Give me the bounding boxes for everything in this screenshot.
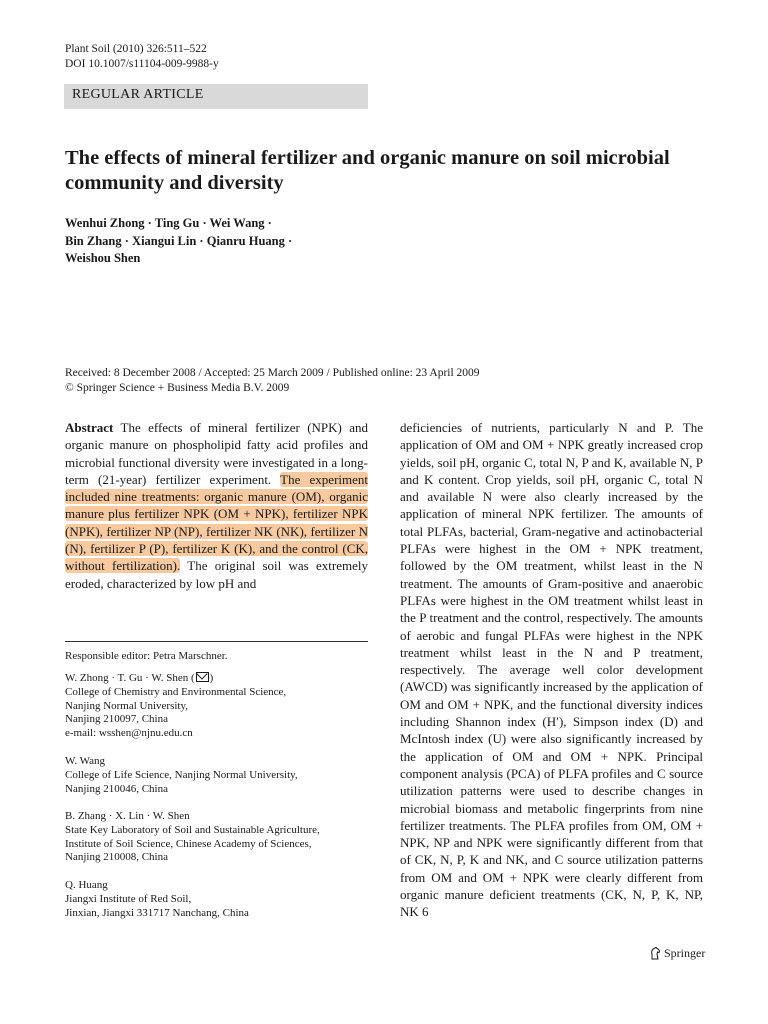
contact-email[interactable]: e-mail: wsshen@njnu.edu.cn [65, 727, 193, 740]
affiliation-line: State Key Laboratory of Soil and Sustainable Agriculture, [65, 823, 320, 836]
author-list [65, 215, 465, 268]
affiliation-block: W. Zhong · T. Gu · W. Shen ( ) College of Chemistry and Environmental Science, Nanjing Normal University, Nanjing 210097, China e-mail: wsshen@njnu.edu.cn [65, 672, 375, 741]
author-line: Bin Zhang · Xiangui Lin · Qianru Huang · [65, 233, 293, 248]
affiliation-names: B. Zhang · X. Lin · W. Shen [65, 810, 190, 822]
highlighted-text[interactable]: The experiment included nine treatments: organic manure (OM), organic manure plus fertilizer NPK (OM + NPK), fertilizer NPK (NPK), fertilizer NP (NP), fertilizer NK (NK), fertilizer N (N), fertilizer P (P), fertilizer K (K), and the control (CK, without fertilization). [65, 471, 369, 574]
affiliation-line: Nanjing Normal University, [65, 699, 189, 712]
responsible-editor: Responsible editor: Petra Marschner. [65, 650, 228, 662]
springer-horse-icon [649, 947, 661, 960]
affiliation-line: College of Chemistry and Environmental Science, [65, 685, 287, 698]
copyright-line: © Springer Science + Business Media B.V. 2009 [65, 382, 290, 394]
affiliation-line: Jiangxi Institute of Red Soil, [65, 892, 192, 905]
author-line: Wenhui Zhong · Ting Gu · Wei Wang · [65, 216, 272, 230]
publisher-name: Springer [664, 946, 706, 960]
journal-citation: Plant Soil (2010) 326:511–522 [65, 43, 207, 55]
article-type-banner: REGULAR ARTICLE [64, 84, 368, 109]
affiliation-names: W. Wang [65, 755, 106, 767]
article-title: The effects of mineral fertilizer and organic manure on soil microbial community and diversity [65, 147, 670, 194]
author-line: Weishou Shen [65, 251, 141, 265]
abstract-left-column [65, 419, 368, 592]
affiliation-block [65, 879, 375, 920]
abstract-after-highlight: The original soil was extremely eroded, characterized by low pH and [65, 558, 368, 591]
affiliation-line: Nanjing 210008, China [65, 851, 168, 864]
abstract-right-column: deficiencies of nutrients, particularly N and P. The application of OM and OM + NPK greatly increased crop yields, soil pH, organic C, total N, P and K, available N, P and K content. Crop yields, soil pH, organic C, total N and available N were also clearly increased by the application of mineral NPK fertilizer. The amounts of total PLFAs, bacterial, Gram-negative and actinobacterial PLFAs were highest in the OM + NPK treatment, followed by the OM treatment, whilst least in the N treatment. The amounts of Gram-positive and anaerobic PLFAs were highest in the OM treatment whilst least in the P treatment and the control, respectively. The amounts of aerobic and fungal PLFAs were highest in the NPK treatment whilst least in the N and P treatment, respectively. The average well color development (AWCD) was significantly increased by the application of OM and OM + NPK, and the functional diversity indices including Shannon index (H′), Simpson index (D) and McIntosh index (U) were also significantly increased by the application of OM and OM + NPK. Principal component analysis (PCA) of PLFA profiles and C source utilization patterns were used to describe changes in microbial biomass and metabolic fingerprints from nine fertilizer treatments. The PLFA profiles from OM, OM + NPK, NP and NPK were significantly different from that of CK, N, P, K and NK, and C source utilization patterns from OM and OM + NPK were clearly different from organic manure deficient treatments (CK, N, P, K, NP, NK 6 [400, 420, 703, 920]
publisher-logo [649, 946, 705, 961]
doi: DOI 10.1007/s11104-009-9988-y [65, 58, 219, 70]
affiliation-line: College of Life Science, Nanjing Normal University, [65, 768, 298, 781]
affiliation-line: Nanjing 210097, China [65, 713, 168, 726]
affiliation-names: Q. Huang [65, 879, 108, 891]
envelope-icon [196, 672, 209, 682]
affiliation-line: Jinxian, Jiangxi 331717 Nanchang, China [65, 906, 249, 919]
affiliation-line: Institute of Soil Science, Chinese Academy of Sciences, [65, 837, 312, 850]
affiliation-block [65, 810, 375, 865]
footnote-divider [65, 641, 368, 642]
publication-dates [65, 366, 480, 396]
received-accepted-line: Received: 8 December 2008 / Accepted: 25 March 2009 / Published online: 23 April 2009 [65, 367, 480, 379]
affiliation-line: Nanjing 210046, China [65, 782, 168, 795]
affiliation-block [65, 755, 375, 796]
abstract-label: Abstract [65, 420, 114, 435]
affiliation-names: W. Zhong · T. Gu · W. Shen ( [65, 672, 195, 684]
abstract-intro: The effects of mineral fertilizer (NPK) and organic manure on phospholipid fatty acid profiles and microbial functional diversity were investigated in a long-term (21-year) fertilizer experiment. [65, 420, 368, 487]
